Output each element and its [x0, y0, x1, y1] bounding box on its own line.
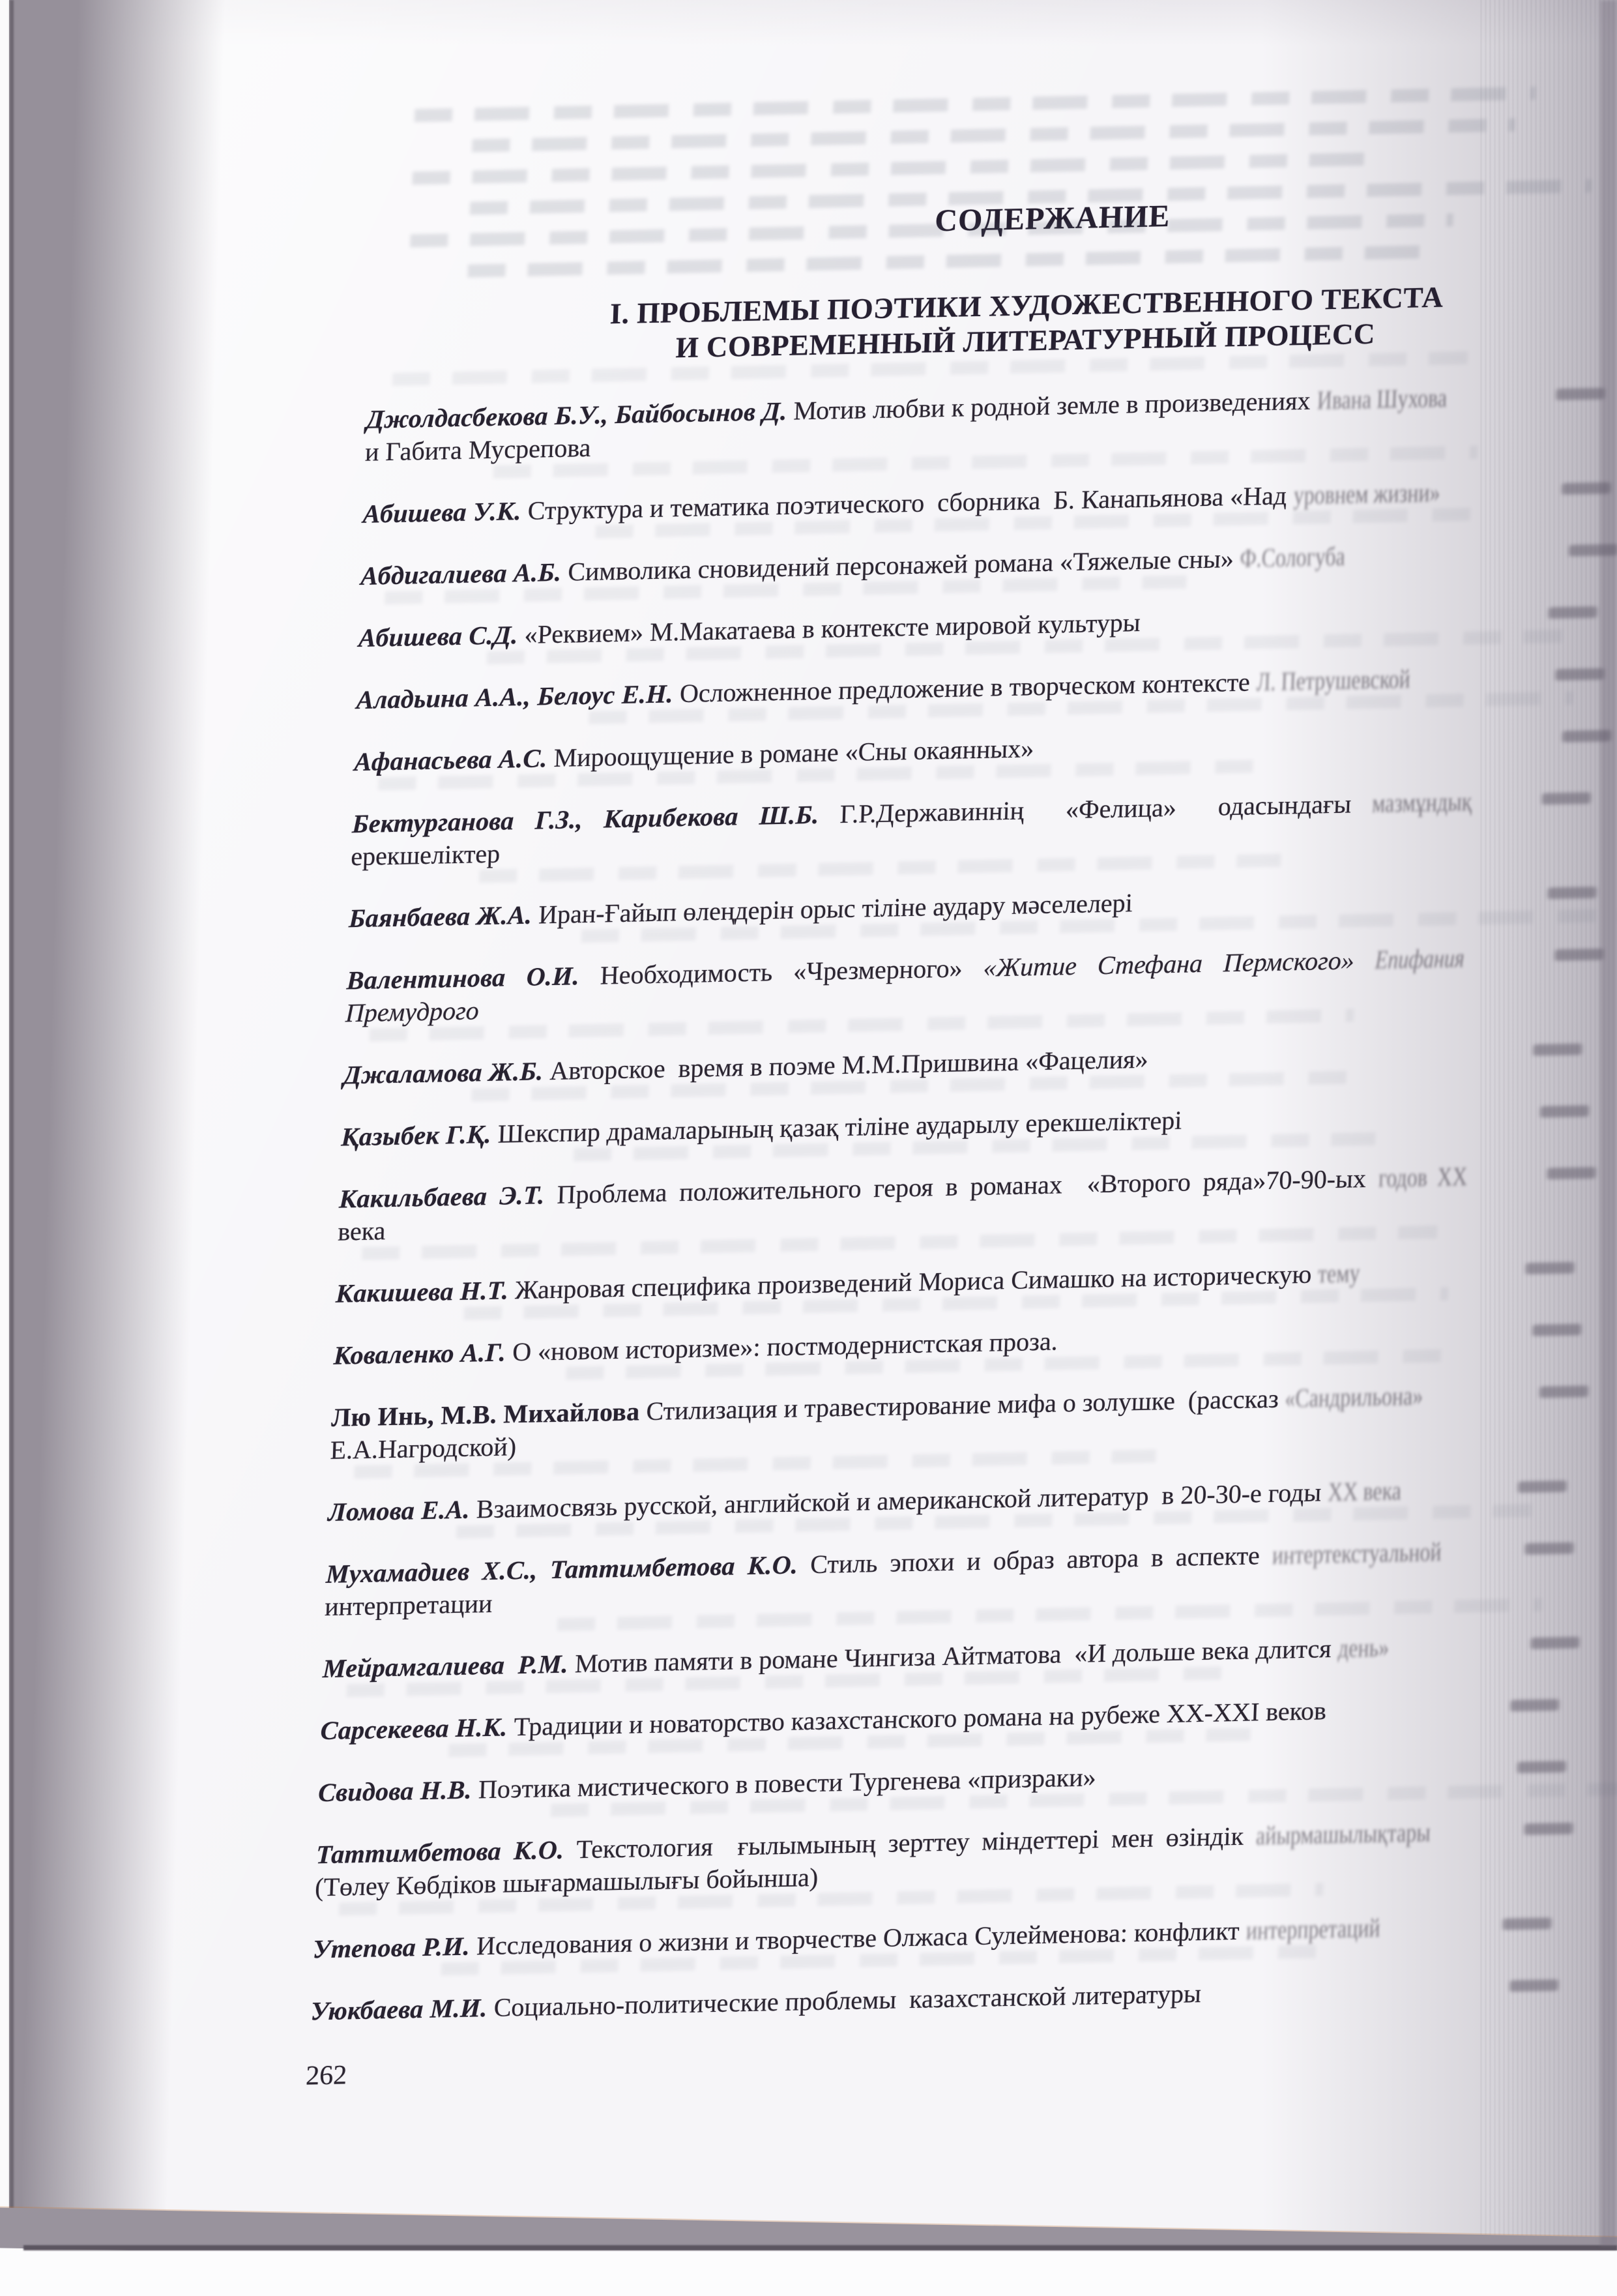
bleedthrough-line — [412, 153, 1377, 185]
page-number-smudge — [1549, 606, 1597, 619]
page-number-smudge — [1526, 1262, 1575, 1274]
entry-authors: Афанасьева А.С. — [353, 743, 548, 777]
toc-entry-second-line: (Төлеу Көбдіков шығармашылығы бойынша) — [314, 1862, 819, 1902]
bleedthrough-line — [467, 245, 1433, 278]
entry-title: Исследования о жизни и творчестве Олжаса Сулейменова: конфликт — [476, 1915, 1240, 1961]
entry-title: Стилизация и травестирование мифа о золушке (рассказ — [645, 1383, 1279, 1426]
section-heading-line2: И СОВРЕМЕННЫЙ ЛИТЕРАТУРНЫЙ ПРОЦЕСС — [675, 317, 1376, 364]
toc-entry-second-line: Е.А.Нагродской) — [329, 1432, 517, 1465]
entry-title: Проблема положительного героя в романах «Второго ряда»70-90-ых — [556, 1163, 1367, 1209]
entry-title-faded-tail: «Сандрильона» — [1285, 1381, 1424, 1413]
entry-authors: Бектурганова Г.З., Карибекова Ш.Б. — [351, 799, 820, 839]
entry-title: Осложненное предложение в творческом контексте — [679, 667, 1251, 709]
entry-title-italic: «Житие Стефана Пермского» — [982, 945, 1355, 982]
page-number-smudge — [1542, 792, 1591, 804]
page-number-smudge — [1503, 1917, 1552, 1930]
page-number-smudge — [1555, 949, 1604, 961]
entry-title-faded-tail: тему — [1317, 1258, 1361, 1289]
page-number-smudge — [1556, 668, 1605, 681]
entry-title-faded-tail: Епифания — [1375, 943, 1465, 975]
entry-title-faded-tail: Ивана Шухова — [1316, 383, 1448, 415]
entry-title: Социально-политические проблемы казахстанской литературы — [493, 1979, 1202, 2022]
entry-title-faded-tail: день» — [1337, 1632, 1390, 1663]
entry-title: Мотив любви к родной земле в произведениях — [793, 385, 1311, 426]
entry-authors: Сарсекеева Н.К. — [319, 1712, 508, 1746]
entry-authors: Джолдасбекова Б.У., Байбосынов Д. — [366, 396, 788, 434]
bleedthrough-line — [470, 179, 1592, 215]
toc-entry-second-line: века — [337, 1216, 386, 1246]
entry-title: О «новом историзме»: постмодернистская проза. — [512, 1326, 1058, 1367]
page-number-smudge — [1548, 887, 1597, 899]
page-number-smudge — [1556, 388, 1605, 400]
entry-title-faded-tail: айырмашылықтары — [1255, 1817, 1431, 1851]
entry-authors: Баянбаева Ж.А. — [348, 900, 533, 934]
page-number-smudge — [1533, 1324, 1582, 1336]
page-number-smudge — [1539, 1385, 1588, 1398]
page-number-smudge — [1518, 1480, 1567, 1493]
page-number-smudge — [1509, 1979, 1558, 1992]
toc-entry-second-line: ерекшеліктер — [350, 838, 501, 872]
entry-title: Традиции и новаторство казахстанского романа на рубеже XX-XXI веков — [513, 1696, 1327, 1742]
entry-title: Текстология ғылымының зерттеу міндеттері мен өзіндік — [575, 1821, 1244, 1864]
entry-authors: Қазыбек Г.Қ. — [340, 1119, 492, 1152]
entry-title: Символика сновидений персонажей романа «Тяжелые сны» — [567, 544, 1234, 587]
entry-title-faded-tail: интертекстуальной — [1272, 1537, 1442, 1570]
entry-title-faded-tail: интерпретаций — [1245, 1913, 1381, 1945]
page-number-smudge — [1531, 1637, 1580, 1649]
bleedthrough-line — [472, 118, 1515, 152]
entry-authors: Таттимбетова К.О. — [315, 1834, 565, 1870]
page-number-smudge — [1524, 1823, 1573, 1835]
entry-authors: Коваленко А.Г. — [333, 1337, 507, 1370]
page-number-smudge — [1517, 1761, 1566, 1773]
entry-authors: Абишева У.К. — [362, 495, 522, 529]
page-title: СОДЕРЖАНИЕ — [934, 198, 1171, 239]
entry-title: «Реквием» М.Макатаева в контексте мировой культуры — [523, 607, 1141, 649]
page-number-smudge — [1510, 1699, 1559, 1711]
bleedthrough-line — [392, 351, 1468, 386]
entry-authors: Какильбаева Э.Т. — [338, 1180, 546, 1214]
page-number-smudge — [1562, 730, 1611, 743]
page-number-smudge — [1540, 1105, 1589, 1117]
toc-entry-second-line: интерпретации — [324, 1588, 493, 1622]
entry-title: Шекспир драмаларының қазақ тіліне аударылу ерекшеліктері — [497, 1105, 1183, 1149]
section-heading-line1: I. ПРОБЛЕМЫ ПОЭТИКИ ХУДОЖЕСТВЕННОГО ТЕКСТА — [609, 280, 1444, 331]
entry-title: Иран-Ғайып өлеңдерін орыс тіліне аудару мәселелері — [538, 888, 1133, 930]
entry-authors: Свидова Н.В. — [317, 1774, 473, 1808]
toc-entry-second-line: и Габита Мусрепова — [364, 432, 592, 467]
entry-title-faded-tail: мазмұндық — [1371, 786, 1473, 818]
toc-entry-second-line: Премудрого — [345, 995, 480, 1028]
page-number-smudge — [1547, 1167, 1596, 1179]
entry-title: Необходимость «Чрезмерного» — [600, 953, 963, 990]
entry-authors: Мухамадиев Х.С., Таттимбетова К.О. — [325, 1550, 799, 1589]
page-number-smudge — [1562, 482, 1611, 495]
entry-title-faded-tail: годов XX — [1378, 1161, 1468, 1193]
entry-authors: Мейрамгалиева Р.М. — [322, 1649, 569, 1684]
entry-authors: Ломова Е.А. — [327, 1494, 471, 1527]
entry-authors: Лю Инь, М.В. Михайлова — [330, 1396, 641, 1432]
bleedthrough-line — [415, 87, 1536, 123]
entry-authors: Какишева Н.Т. — [335, 1275, 510, 1308]
entry-authors: Джаламова Ж.Б. — [343, 1056, 544, 1090]
page-number-smudge — [1569, 544, 1617, 556]
page-number-smudge — [1525, 1542, 1574, 1555]
entry-title: Структура и тематика поэтического сборника Б. Канапьянова «Над — [527, 480, 1288, 525]
entry-title-faded-tail: Л. Петрушевской — [1256, 664, 1411, 697]
entry-authors: Абишева С.Д. — [358, 620, 519, 653]
entry-title: Жанровая специфика произведений Мориса Симашко на историческую — [514, 1259, 1313, 1305]
entry-authors: Валентинова О.И. — [346, 961, 580, 995]
entry-title-faded-tail: Ф.Сологуба — [1240, 541, 1347, 573]
entry-authors: Аладьина А.А., Белоус Е.Н. — [356, 679, 674, 715]
bleedthrough-line — [410, 213, 1453, 247]
entry-title: Стиль эпохи и образ автора в аспекте — [809, 1540, 1260, 1580]
toc-entry-first-line — [310, 1970, 1562, 2028]
toc-entry — [310, 1970, 1562, 2028]
entry-title-faded-tail: XX века — [1327, 1475, 1402, 1507]
entry-title: Г.Р.Державиннің «Фелица» одасындағы — [839, 789, 1352, 829]
entry-title: Мироощущение в романе «Сны окаянных» — [553, 733, 1035, 773]
entry-title: Взаимосвязь русской, английской и американской литератур в 20-30-е годы — [476, 1477, 1322, 1524]
entry-title-faded-tail: уровнем жизни» — [1292, 477, 1440, 510]
page-number: 262 — [305, 2060, 348, 2091]
entry-title: Мотив памяти в романе Чингиза Айтматова «И дольше века длится — [574, 1634, 1332, 1679]
entry-title: Авторское время в поэме М.М.Пришвина «Фацелия» — [549, 1044, 1149, 1086]
entry-authors: Утепова Р.И. — [312, 1931, 471, 1964]
page-number-smudge — [1534, 1044, 1582, 1056]
entry-title: Поэтика мистического в повести Тургенева «призраки» — [478, 1762, 1097, 1804]
entry-authors: Уюкбаева М.И. — [310, 1993, 488, 2026]
entry-authors: Абдигалиева А.Б. — [360, 557, 562, 591]
